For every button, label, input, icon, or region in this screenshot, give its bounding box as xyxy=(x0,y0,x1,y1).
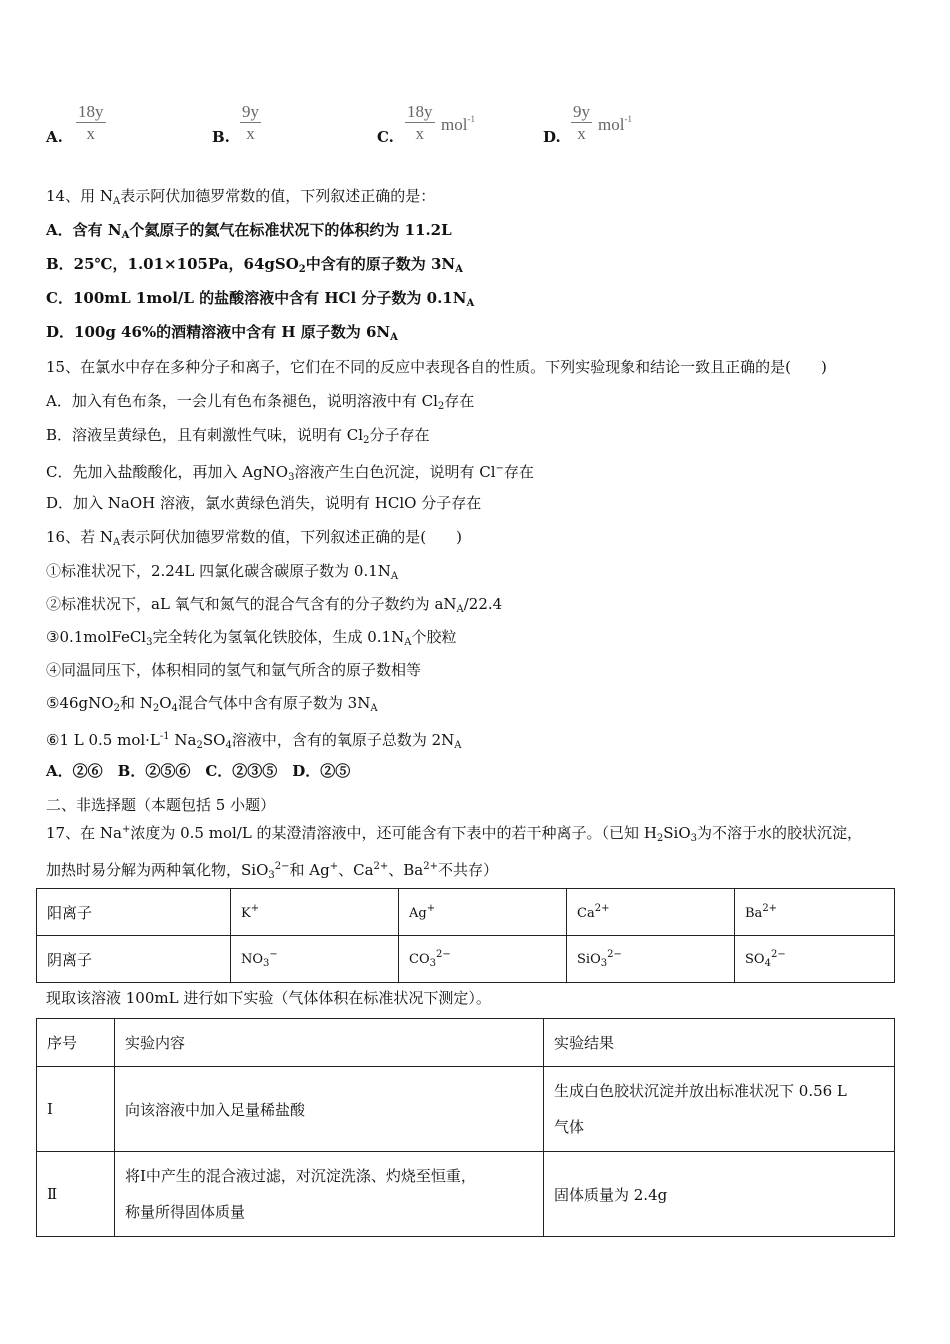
q16-stem: 16、若 $N_A$表示阿伏加德罗常数的值，下列叙述正确的是( ) xyxy=(46,528,462,548)
table-cell: 将Ⅰ中产生的混合液过滤，对沉淀洗涤、灼烧至恒重， 称量所得固体质量 xyxy=(115,1152,544,1237)
table-cell: Ⅱ xyxy=(37,1152,115,1237)
ions-table xyxy=(36,888,895,983)
table-cell: $Ca^{2+}$ xyxy=(567,889,735,936)
denominator: x xyxy=(577,124,586,143)
table-cell: 固体质量为 2.4g xyxy=(544,1152,895,1237)
fraction xyxy=(76,102,106,145)
unit: mol$^{-1}$ xyxy=(598,114,632,134)
table-cell: $CO_3^{2-}$ xyxy=(399,936,567,983)
option-13-d xyxy=(543,100,673,150)
fraction xyxy=(571,102,592,145)
q16-answers: A．②⑥ B．②⑤⑥ C．②③⑤ D．②⑤ xyxy=(46,762,351,780)
table-header: 序号 xyxy=(37,1019,115,1067)
option-13-c xyxy=(377,100,507,150)
denominator: x xyxy=(415,124,424,143)
q14-option-a: A．含有 $N_A$个氦原子的氦气在标准状况下的体积约为 11.2L xyxy=(46,221,452,241)
option-letter: C. xyxy=(377,128,394,146)
table-cell: SiO$_3^{2-}$ xyxy=(567,936,735,983)
table-cell: K+ xyxy=(231,889,399,936)
experiment-table xyxy=(36,1018,895,1237)
q16-item-2: ②标准状况下，aL 氧气和氮气的混合气含有的分子数约为 $aN_A/22.4$ xyxy=(46,595,503,615)
q15-option-d: D．加入 NaOH 溶液，氯水黄绿色消失，说明有 HClO 分子存在 xyxy=(46,494,482,512)
table-row xyxy=(37,1067,895,1152)
option-letter: B. xyxy=(212,128,230,146)
q16-item-5: ⑤46gNO$_2$和 $N_2O_4$混合气体中含有原子数为 $3N_A$ xyxy=(46,694,378,714)
q16-item-6: ⑥1 L 0.5 $mol\cdot L^{-1}$ $Na_2SO_4$溶液中，含有的氧原子总数为 $2N_A$ xyxy=(46,731,462,751)
table-cell: 阳离子 xyxy=(37,889,231,936)
q17-stem-line1: 17、在 Na+浓度为 0.5 mol/L 的某澄清溶液中，还可能含有下表中的若干种离子。（已知 $H_2SiO_3$为不溶于水的胶状沉淀， xyxy=(46,824,863,844)
q15-option-b: B．溶液呈黄绿色，且有刺激性气味，说明有 $Cl_2$分子存在 xyxy=(46,426,430,446)
fraction xyxy=(240,102,261,145)
q16-item-4: ④同温同压下，体积相同的氢气和氩气所含的原子数相等 xyxy=(46,661,422,679)
numerator: 9y xyxy=(573,102,590,121)
table-cell: Ⅰ xyxy=(37,1067,115,1152)
q14-stem: 14、用 $N_A$表示阿伏加德罗常数的值，下列叙述正确的是： xyxy=(46,187,436,207)
q14-option-c: C．100mL 1mol/L 的盐酸溶液中含有 HCl 分子数为 $0.1N_A$ xyxy=(46,289,475,309)
option-13-b xyxy=(212,100,332,150)
table-header: 实验内容 xyxy=(115,1019,544,1067)
table-cell: $NO_3^-$ xyxy=(231,936,399,983)
denominator: x xyxy=(86,124,95,143)
table-header-row xyxy=(37,1019,895,1067)
numerator: 9y xyxy=(242,102,259,121)
table-cell: 阴离子 xyxy=(37,936,231,983)
q17-intro2: 现取该溶液 100mL 进行如下实验（气体体积在标准状况下测定）。 xyxy=(46,989,491,1007)
numerator: 18y xyxy=(407,102,433,121)
q14-option-d: D．100g 46%的酒精溶液中含有 H 原子数为 $6N_A$ xyxy=(46,323,398,343)
table-cell: $SO_4^{2-}$ xyxy=(735,936,895,983)
q15-stem: 15、在氯水中存在多种分子和离子，它们在不同的反应中表现各自的性质。下列实验现象和结论一致且正确的是( ) xyxy=(46,358,827,376)
table-row xyxy=(37,936,895,983)
q17-stem-line2: 加热时易分解为两种氧化物，SiO$_3^{2-}$和 Ag+、$Ca^{2+}$、$Ba^{2+}$不共存） xyxy=(46,861,498,881)
q16-item-3: ③0.1molFeCl$_3$完全转化为氢氧化铁胶体，生成 $0.1N_A$个胶粒 xyxy=(46,628,457,648)
table-cell: Ag+ xyxy=(399,889,567,936)
option-letter: D. xyxy=(543,128,561,146)
table-cell: $Ba^{2+}$ xyxy=(735,889,895,936)
numerator: 18y xyxy=(78,102,104,121)
table-row xyxy=(37,889,895,936)
q16-item-1: ①标准状况下，2.24L 四氯化碳含碳原子数为 $0.1N_A$ xyxy=(46,562,399,582)
table-cell: 生成白色胶状沉淀并放出标准状况下 0.56 L 气体 xyxy=(544,1067,895,1152)
option-13-a xyxy=(46,100,166,150)
table-header: 实验结果 xyxy=(544,1019,895,1067)
q14-option-b: B．25℃，1.01×105Pa，64gSO$_2$中含有的原子数为 $3N_A$ xyxy=(46,255,463,275)
table-cell: 向该溶液中加入足量稀盐酸 xyxy=(115,1067,544,1152)
q15-option-c: C．先加入盐酸酸化，再加入 AgNO$_3$溶液产生白色沉淀，说明有 Cl−存在 xyxy=(46,463,534,483)
option-letter: A. xyxy=(46,128,63,146)
q15-option-a: A．加入有色布条，一会儿有色布条褪色，说明溶液中有 $Cl_2$存在 xyxy=(46,392,475,412)
table-row xyxy=(37,1152,895,1237)
denominator: x xyxy=(246,124,255,143)
unit: mol$^{-1}$ xyxy=(441,114,475,134)
section-heading: 二、非选择题（本题包括 5 小题） xyxy=(46,796,276,814)
fraction xyxy=(405,102,435,145)
